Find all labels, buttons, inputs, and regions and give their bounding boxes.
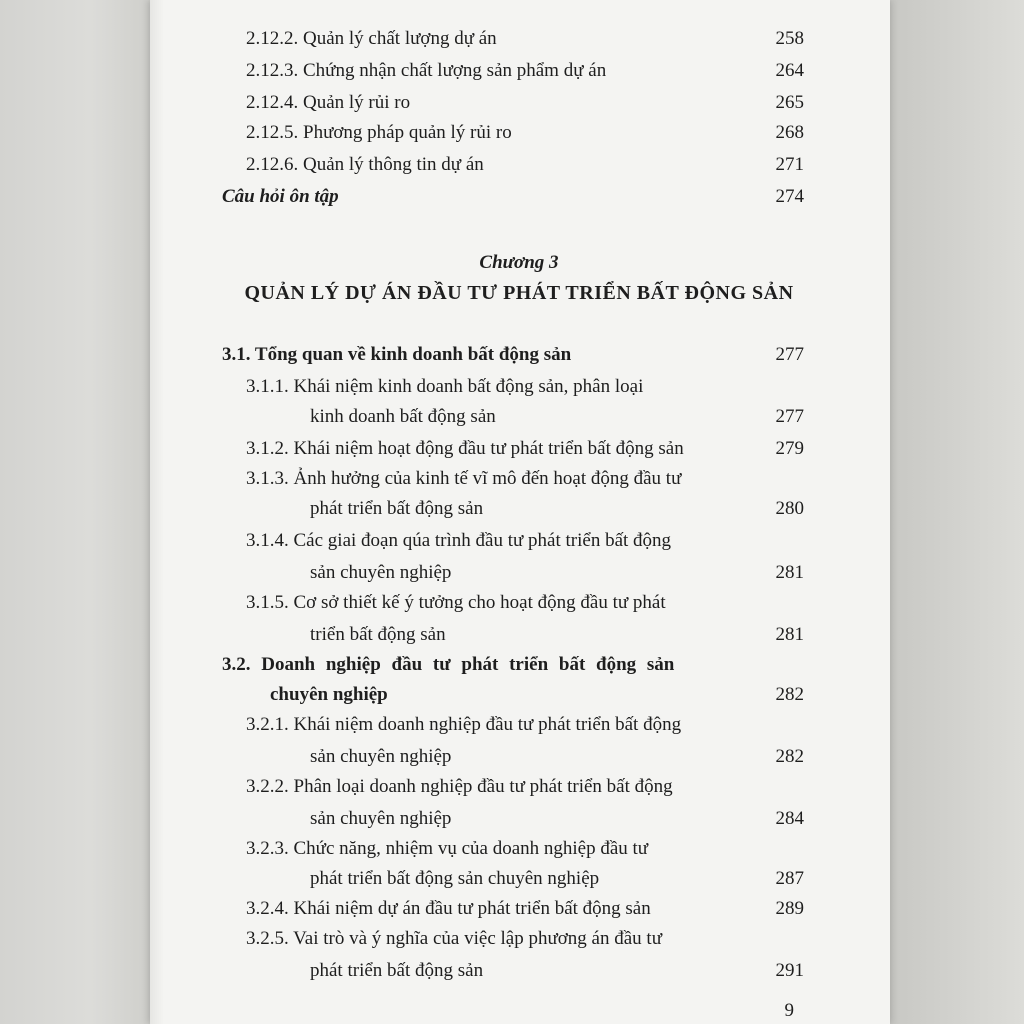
book-page [150, 0, 890, 1024]
toc-page-3-2-2: 284 [775, 808, 804, 829]
toc-entry-3-1-1: 3.1.1. Khái niệm kinh doanh bất động sản, phân loại [246, 376, 644, 397]
toc-entry-2-12-6: 2.12.6. Quản lý thông tin dự án [246, 154, 484, 175]
toc-page-2-12-3: 264 [775, 60, 804, 81]
toc-section-3-1: 3.1. Tổng quan về kinh doanh bất động sản [222, 344, 572, 365]
background-left [0, 0, 150, 1024]
toc-page-3-1: 277 [775, 344, 804, 365]
toc-entry-3-2-2-cont: sản chuyên nghiệp [310, 808, 452, 829]
toc-entry-3-2-3: 3.2.3. Chức năng, nhiệm vụ của doanh nghiệp đầu tư [246, 838, 649, 859]
toc-entry-2-12-2: 2.12.2. Quản lý chất lượng dự án [246, 28, 497, 49]
toc-entry-3-2-5: 3.2.5. Vai trò và ý nghĩa của việc lập phương án đầu tư [246, 928, 662, 949]
toc-page-3-1-5: 281 [775, 624, 804, 645]
chapter-label: Chương 3 [479, 252, 559, 273]
toc-page-3-2-3: 287 [775, 868, 804, 889]
background-right [890, 0, 1024, 1024]
toc-entry-3-2-4: 3.2.4. Khái niệm dự án đầu tư phát triển bất động sản [246, 898, 651, 919]
toc-section-3-2-cont: chuyên nghiệp [270, 684, 388, 705]
toc-page-3-2-1: 282 [775, 746, 804, 767]
toc-entry-3-2-1: 3.2.1. Khái niệm doanh nghiệp đầu tư phát triển bất động [246, 714, 682, 735]
page-number: 9 [784, 1000, 794, 1021]
toc-page-3-2-4: 289 [775, 898, 804, 919]
toc-entry-3-2-3-cont: phát triển bất động sản chuyên nghiệp [310, 868, 600, 889]
toc-entry-2-12-5: 2.12.5. Phương pháp quản lý rủi ro [246, 122, 512, 143]
toc-page-2-12-2: 258 [775, 28, 804, 49]
toc-page-3-1-2: 279 [775, 438, 804, 459]
toc-entry-3-1-2: 3.1.2. Khái niệm hoạt động đầu tư phát triển bất động sản [246, 438, 684, 459]
toc-review-page: 274 [775, 186, 804, 207]
toc-entry-3-1-4: 3.1.4. Các giai đoạn qúa trình đầu tư phát triển bất động [246, 530, 672, 551]
toc-page-3-1-1: 277 [775, 406, 804, 427]
toc-entry-3-1-4-cont: sản chuyên nghiệp [310, 562, 452, 583]
toc-review-questions: Câu hỏi ôn tập [222, 186, 339, 207]
page-spine [150, 0, 164, 1024]
toc-page-3-1-4: 281 [775, 562, 804, 583]
toc-page-2-12-5: 268 [775, 122, 804, 143]
toc-page-2-12-6: 271 [775, 154, 804, 175]
toc-page-3-1-3: 280 [775, 498, 804, 519]
toc-section-3-2: 3.2. Doanh nghiệp đầu tư phát triển bất động sản [222, 654, 675, 675]
toc-page-3-2-5: 291 [775, 960, 804, 981]
toc-entry-3-1-1-cont: kinh doanh bất động sản [310, 406, 496, 427]
toc-entry-3-2-2: 3.2.2. Phân loại doanh nghiệp đầu tư phát triển bất động [246, 776, 673, 797]
chapter-title: QUẢN LÝ DỰ ÁN ĐẦU TƯ PHÁT TRIỂN BẤT ĐỘNG SẢN [244, 282, 794, 304]
toc-page-3-2: 282 [775, 684, 804, 705]
toc-entry-3-2-1-cont: sản chuyên nghiệp [310, 746, 452, 767]
toc-entry-3-1-3-cont: phát triển bất động sản [310, 498, 484, 519]
toc-entry-2-12-4: 2.12.4. Quản lý rủi ro [246, 92, 411, 113]
toc-entry-3-2-5-cont: phát triển bất động sản [310, 960, 484, 981]
toc-entry-3-1-3: 3.1.3. Ảnh hưởng của kinh tế vĩ mô đến hoạt động đầu tư [246, 468, 682, 489]
toc-entry-3-1-5-cont: triển bất động sản [310, 624, 446, 645]
toc-entry-2-12-3: 2.12.3. Chứng nhận chất lượng sản phẩm dự án [246, 60, 607, 81]
toc-page-2-12-4: 265 [775, 92, 804, 113]
toc-entry-3-1-5: 3.1.5. Cơ sở thiết kế ý tưởng cho hoạt động đầu tư phát [246, 592, 666, 613]
